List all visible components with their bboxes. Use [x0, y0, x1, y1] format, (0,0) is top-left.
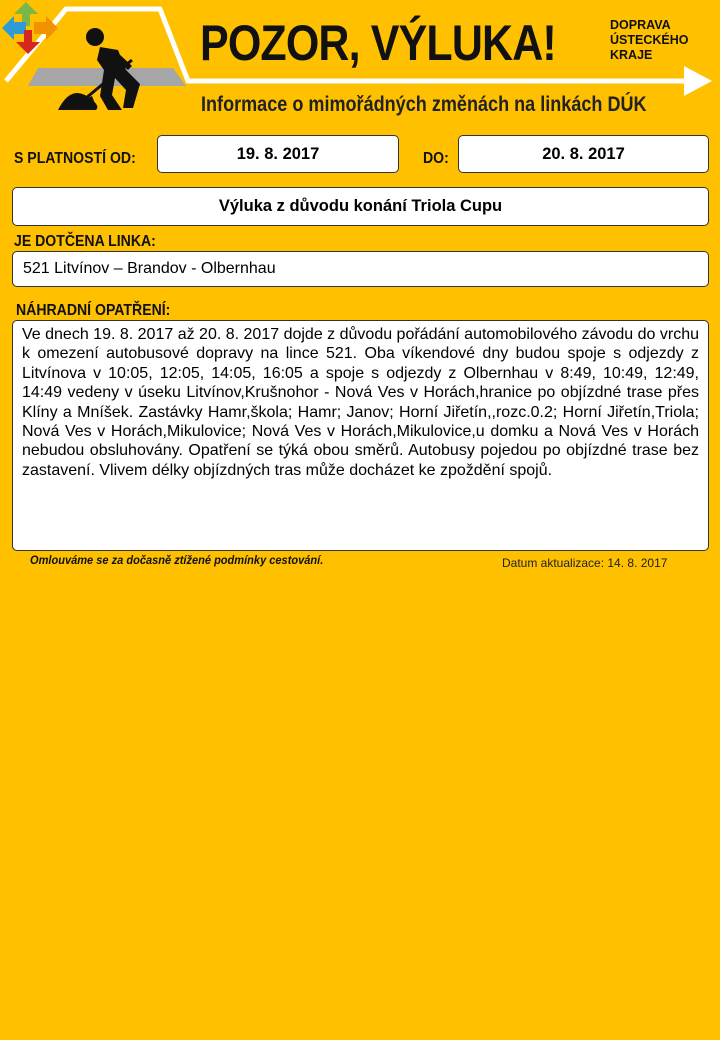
page-title: POZOR, VÝLUKA!	[200, 15, 556, 71]
measures-label: NÁHRADNÍ OPATŘENÍ:	[16, 302, 171, 319]
apology-note: Omlouváme se za dočasně ztížené podmínky cestování.	[30, 553, 324, 567]
valid-to-label: DO:	[423, 150, 449, 167]
valid-to-value: 20. 8. 2017	[458, 135, 709, 173]
logo-line: KRAJE	[610, 48, 653, 62]
valid-from-value: 19. 8. 2017	[157, 135, 399, 173]
logo-line: ÚSTECKÉHO	[610, 33, 689, 47]
affected-line-value: 521 Litvínov – Brandov - Olbernhau	[12, 251, 709, 287]
update-date: Datum aktualizace: 14. 8. 2017	[502, 556, 668, 570]
closure-reason: Výluka z důvodu konání Triola Cupu	[12, 187, 709, 226]
measures-text: Ve dnech 19. 8. 2017 až 20. 8. 2017 dojde z důvodu pořádání automobilového závodu do vrchu k omezení autobusové dopravy na lince 521. Oba víkendové dny budou spoje s odjezdy z Litvínova v 10:05, 12:05, 14:05, 16:05 a spoje s odjezdy z Olbernhau v 8:49, 10:49, 12:49, 14:49 vedeny v úseku Litvínov,Krušnohor - Nová Ves v Horách,hranice po objízdné trase přes Klíny a Mníšek. Zastávky Hamr,škola; Hamr; Janov; Horní Jiřetín,,rozc.0.2; Horní Jiřetín,Triola; Nová Ves v Horách,Mikulovice; Nová Ves v Horách,Mikulovice,u domku a Nová Ves v Horách nebudou obsluhovány. Opatření se týká obou směrů. Autobusy pojedou po objízdné trase bez zastavení. Vlivem délky objízdných tras může docházet ke zpoždění spojů.	[12, 320, 709, 551]
header-banner	[0, 0, 720, 130]
valid-from-label: S PLATNOSTÍ OD:	[14, 150, 136, 167]
logo-line: DOPRAVA	[610, 18, 671, 32]
dopravni-logo-icon	[0, 0, 60, 56]
logo-text	[610, 18, 688, 63]
arrow-right-icon	[684, 66, 712, 96]
page-subtitle: Informace o mimořádných změnách na linkách DÚK	[201, 93, 647, 116]
affected-line-label: JE DOTČENA LINKA:	[14, 233, 156, 250]
